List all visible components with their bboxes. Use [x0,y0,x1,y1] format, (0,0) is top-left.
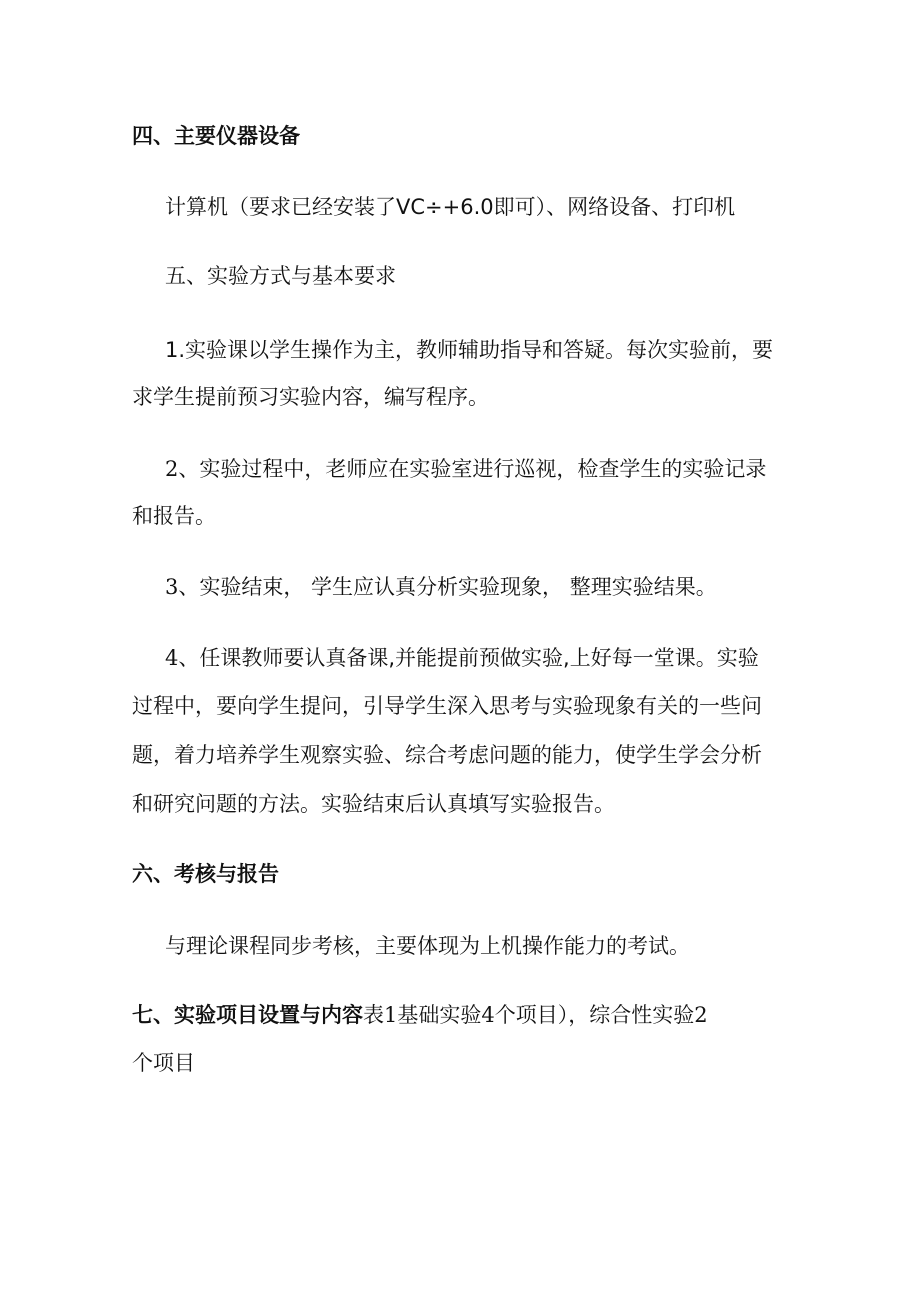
item-2-line-2: 和报告。 [132,504,216,528]
table-number: 1 [384,1003,398,1027]
item-4-line-2: 过程中，要向学生提问，引导学生深入思考与实验现象有关的一些问 [132,694,762,718]
section-6-heading: 六、考核与报告 [132,862,279,886]
item-4-number: 4 [165,646,179,670]
item-2-line-1 [165,451,845,487]
section-7-heading: 七、实验项目设置与内容 [132,1003,363,1027]
section-7-text-c: 个项目），综合性实验 [494,1003,695,1027]
section-5-heading: 五、实验方式与基本要求 [165,264,396,288]
item-2-number: 2 [165,457,179,481]
item-3-line [165,569,845,605]
section-4-heading: 四、主要仪器设备 [132,124,300,148]
item-3-text: 、实验结束， 学生应认真分析实验现象， 整理实验结果。 [178,575,717,599]
section-7-line-1 [132,997,812,1033]
item-1-line-2: 求学生提前预习实验内容，编写程序。 [132,385,489,409]
basic-count: 4 [481,1003,495,1027]
section-7-text-a: 表 [363,1003,384,1027]
section-4-equipment-text: 计算机（要求已经安装了VC÷+6.0即可）、网络设备、打印机 [165,195,736,219]
item-4-line-3: 题，着力培养学生观察实验、综合考虑问题的能力，使学生学会分析 [132,743,762,767]
comprehensive-count: 2 [694,1003,708,1027]
item-3-number: 3 [165,575,179,599]
section-7-text-b: 基础实验 [397,1003,482,1027]
item-4-line-1 [165,640,845,676]
section-7-line-2: 个项目 [132,1051,195,1075]
item-4-line-1-text: 、任课教师要认真备课,并能提前预做实验,上好每一堂课。实验 [178,646,759,670]
item-4-line-4: 和研究问题的方法。实验结束后认真填写实验报告。 [132,792,615,816]
item-1-line-1: 1.实验课以学生操作为主，教师辅助指导和答疑。每次实验前，要 [165,338,774,362]
item-2-line-1-text: 、实验过程中，老师应在实验室进行巡视，检查学生的实验记录 [178,457,767,481]
section-6-text: 与理论课程同步考核，主要体现为上机操作能力的考试。 [165,934,690,958]
